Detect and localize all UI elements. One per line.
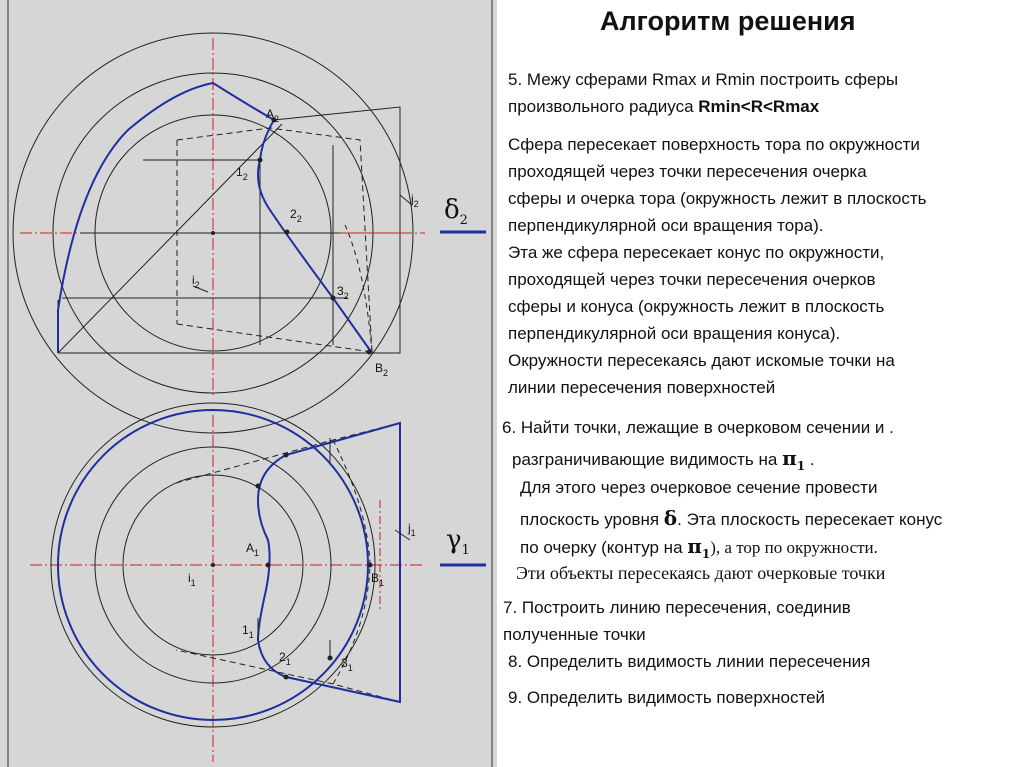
step5-line1: 5. Межу сферами Rmax и Rmin построить сферы bbox=[508, 70, 899, 89]
intersection-front bbox=[58, 83, 372, 353]
step7-line1: 7. Построить линию пересечения, соединив bbox=[503, 598, 851, 617]
step6-line2-text: разграничивающие видимость на bbox=[512, 450, 783, 469]
blue-top bbox=[58, 410, 400, 720]
delta-symbol: δ bbox=[663, 506, 678, 530]
torus-contour-front bbox=[58, 83, 274, 353]
step7-line2: полученные точки bbox=[503, 625, 646, 644]
step6-line6: Эти объекты пересекаясь дают очерковые точки bbox=[516, 563, 886, 583]
center-front bbox=[211, 231, 215, 235]
paragraph-line-9: Окружности пересекаясь дают искомые точки на bbox=[508, 351, 895, 370]
label-b2: $B_2$ bbox=[375, 361, 389, 378]
label-a2: $A_2$ bbox=[266, 107, 280, 124]
label-a1: $A_1$ bbox=[246, 541, 260, 558]
cone-outline-front bbox=[58, 107, 400, 353]
label-i1: $i_1$ bbox=[188, 571, 196, 588]
label-2-2: $2_2$ bbox=[290, 207, 302, 224]
pi1-symbol-2: $\pi_1$ bbox=[687, 534, 711, 561]
radius-condition: Rmin<R<Rmax bbox=[698, 97, 820, 116]
step6-line1: 6. Найти точки, лежащие в очерковом сечении и . bbox=[502, 418, 894, 437]
paragraph-line-6: проходящей через точки пересечения очерков bbox=[508, 270, 876, 289]
point-1-2 bbox=[258, 158, 263, 163]
paragraph-line-7: сферы и конуса (окружность лежит в плоскость bbox=[508, 297, 885, 316]
technical-drawing bbox=[0, 0, 497, 767]
point-2-2 bbox=[285, 230, 290, 235]
paragraph-line-10: линии пересечения поверхностей bbox=[508, 378, 776, 397]
label-3-2: $3_2$ bbox=[337, 284, 349, 301]
page-title: Алгоритм решения bbox=[600, 6, 856, 36]
hidden-arc-top bbox=[333, 440, 370, 684]
step6-line2: разграничивающие видимость на $\pi_1$ . bbox=[512, 446, 815, 473]
label-2-1: $2_1$ bbox=[279, 650, 291, 667]
point-a1 bbox=[266, 563, 271, 568]
label-j1: $j_1$ bbox=[408, 521, 416, 538]
point-3-2 bbox=[331, 296, 336, 301]
step5-line2-text: произвольного радиуса bbox=[508, 97, 699, 116]
step6-line5: по очерку (контур на $\pi_1$), а тор по окружности. bbox=[520, 534, 878, 561]
text-panel bbox=[500, 0, 1024, 767]
drawing-panel bbox=[0, 0, 497, 767]
pi1-symbol: $\pi_1$ bbox=[782, 446, 806, 473]
point-top-b bbox=[256, 484, 261, 489]
paragraph-line-4: перпендикулярной оси вращения тора). bbox=[508, 216, 824, 235]
paragraph-line-8: перпендикулярной оси вращения конуса). bbox=[508, 324, 841, 343]
label-gamma1: $\gamma_1$ bbox=[446, 525, 470, 558]
top-view bbox=[30, 403, 425, 762]
point-top-a bbox=[284, 453, 289, 458]
diagonal-line bbox=[58, 124, 282, 353]
point-3-1 bbox=[328, 656, 333, 661]
label-i2: $i_2$ bbox=[192, 273, 200, 290]
step5-line2 bbox=[508, 95, 819, 119]
step9: 9. Определить видимость поверхностей bbox=[508, 688, 826, 707]
intersection-curve-top bbox=[258, 455, 286, 677]
paragraph-line-3: сферы и очерка тора (окружность лежит в плоскость bbox=[508, 189, 927, 208]
points-top bbox=[211, 453, 373, 680]
paragraph-line-1: Сфера пересекает поверхность тора по окружности bbox=[508, 135, 920, 154]
label-j2: $j_2$ bbox=[411, 192, 419, 209]
paragraph-line-5: Эта же сфера пересекает конус по окружности, bbox=[508, 243, 885, 262]
label-1-1: $1_1$ bbox=[242, 623, 254, 640]
step8: 8. Определить видимость линии пересечения bbox=[508, 652, 871, 671]
label-delta2: $\delta_2$ bbox=[444, 195, 468, 228]
label-b1: $B_1$ bbox=[371, 571, 385, 588]
label-1-2: $1_2$ bbox=[236, 165, 248, 182]
point-b2 bbox=[367, 350, 372, 355]
intersection-curve-front bbox=[258, 120, 372, 353]
label-3-1: $3_1$ bbox=[341, 656, 353, 673]
step6-line3: Для этого через очерковое сечение провести bbox=[520, 478, 878, 497]
paragraph-line-2: проходящей через точки пересечения очерка bbox=[508, 162, 867, 181]
center-top bbox=[211, 563, 215, 567]
hidden-base-line bbox=[177, 324, 372, 352]
point-b1 bbox=[368, 563, 373, 568]
step6-line4: плоскость уровня δ. Эта плоскость пересекает конус bbox=[520, 506, 943, 530]
hidden-cone-line bbox=[177, 128, 372, 352]
point-2-1 bbox=[284, 675, 289, 680]
